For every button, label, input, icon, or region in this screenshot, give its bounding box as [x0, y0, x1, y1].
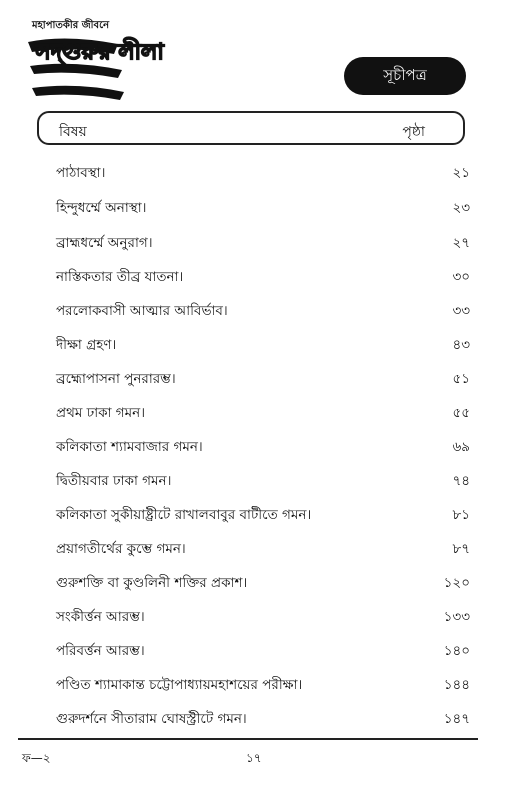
- toc-title: দ্বিতীয়বার ঢাকা গমন।: [56, 473, 172, 489]
- toc-title: পরিবর্ত্তন আরম্ভ।: [56, 643, 145, 659]
- toc-page: ৬৯: [452, 439, 470, 455]
- toc-row[interactable]: [38, 436, 470, 458]
- toc-header-subject: বিষয়: [59, 124, 87, 140]
- toc-header-page: পৃষ্ঠা: [402, 124, 425, 140]
- toc-title: পণ্ডিত শ্যামাকান্ত চট্টোপাধ্যায়মহাশয়ের পরীক্ষা।: [56, 677, 303, 693]
- toc-row[interactable]: [38, 368, 470, 390]
- toc-row[interactable]: [38, 572, 470, 594]
- toc-row[interactable]: [38, 470, 470, 492]
- toc-row[interactable]: [38, 674, 470, 696]
- toc-title: নাস্তিকতার তীব্র যাতনা।: [56, 269, 184, 285]
- toc-row[interactable]: [38, 197, 470, 219]
- toc-header: [37, 111, 465, 145]
- toc-title: হিন্দুধর্ম্মে অনাস্থা।: [56, 200, 147, 216]
- page-header: [0, 0, 513, 110]
- toc-page: ২১: [452, 165, 470, 181]
- toc-page: ৩৩: [452, 303, 470, 319]
- toc-title: কলিকাতা সুকীয়াষ্ট্রীটে রাখালবাবুর বাটীতে গমন।: [56, 507, 312, 523]
- toc-page: ৩০: [452, 269, 470, 285]
- page-number: ১৭: [246, 751, 262, 765]
- toc-row[interactable]: [38, 640, 470, 662]
- toc-page: ২৭: [452, 235, 470, 251]
- toc-page: ১২০: [443, 575, 470, 591]
- toc-page: ৫৫: [452, 405, 470, 421]
- section-title: সূচীপত্র: [344, 57, 466, 95]
- toc-title: গুরুশক্তি বা কুণ্ডলিনী শক্তির প্রকাশ।: [56, 575, 248, 591]
- toc-page: ১৪০: [443, 643, 470, 659]
- book-logo: [26, 18, 164, 110]
- toc-title: দীক্ষা গ্রহণ।: [56, 337, 117, 353]
- toc-page: ১৪৪: [443, 677, 470, 693]
- toc-title: প্রয়াগতীর্থের কুম্ভে গমন।: [56, 541, 186, 557]
- toc-title: প্রথম ঢাকা গমন।: [56, 405, 146, 421]
- toc-title: পাঠাবস্থা।: [56, 165, 106, 181]
- toc-row[interactable]: [38, 538, 470, 560]
- toc-row[interactable]: [38, 708, 470, 730]
- logo-subtitle: মহাপাতকীর জীবনে: [32, 20, 110, 31]
- toc-page: ৮১: [452, 507, 470, 523]
- footer-signature-mark: ফ—২: [22, 751, 51, 765]
- toc-row[interactable]: [38, 232, 470, 254]
- toc-page: ৭৪: [452, 473, 470, 489]
- toc-row[interactable]: [38, 402, 470, 424]
- toc-title: ব্রহ্মোপাসনা পুনরারম্ভ।: [56, 371, 176, 387]
- toc-page: ৪৩: [452, 337, 470, 353]
- toc-page: ৫১: [452, 371, 470, 387]
- toc-row[interactable]: [38, 334, 470, 356]
- toc-title: ব্রাহ্মধর্ম্মে অনুরাগ।: [56, 235, 153, 251]
- toc-page: ১৪৭: [443, 711, 470, 727]
- toc-row[interactable]: [38, 606, 470, 628]
- toc-title: কলিকাতা শ্যামবাজার গমন।: [56, 439, 203, 455]
- toc-row[interactable]: [38, 300, 470, 322]
- toc-title: গুরুদর্শনে সীতারাম ঘোষস্ট্রীটে গমন।: [56, 711, 247, 727]
- toc-page: ২৩: [452, 200, 470, 216]
- footer-divider: [18, 738, 478, 740]
- toc-row[interactable]: [38, 504, 470, 526]
- logo-title: সদ্গুরুর লীলা: [36, 40, 164, 65]
- toc-page: ১৩৩: [443, 609, 470, 625]
- toc-row[interactable]: [38, 162, 470, 184]
- toc-row[interactable]: [38, 266, 470, 288]
- toc-title: সংকীর্ত্তন আরম্ভ।: [56, 609, 145, 625]
- toc-page: ৮৭: [452, 541, 470, 557]
- toc-title: পরলোকবাসী আত্মার আবির্ভাব।: [56, 303, 228, 319]
